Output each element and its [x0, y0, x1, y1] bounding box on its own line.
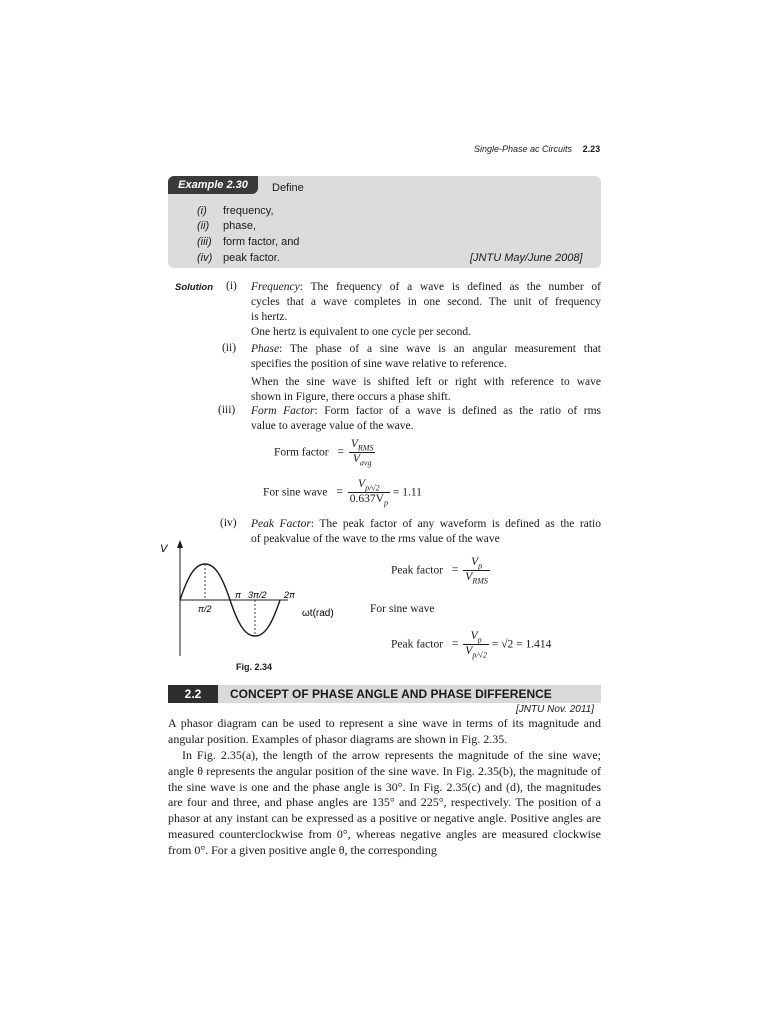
term-phase: Phase [251, 343, 280, 355]
example-tag: Example 2.30 [168, 176, 258, 194]
eq-numerator-sub: RMS [357, 443, 374, 453]
item-text: frequency, [223, 205, 274, 217]
def-line: shown in Figure, there occurs a phase shift. [251, 391, 451, 403]
eq-result: = √2 = 1.414 [491, 638, 552, 651]
item-num-ii: (ii) [222, 342, 237, 354]
eq-denominator: V [465, 645, 473, 658]
eq-denominator-sub: p [383, 498, 388, 508]
eq-label: For sine wave [263, 486, 328, 499]
def-line: of peakvalue of the wave to the rms value of the wave [251, 533, 500, 545]
example-item [197, 205, 274, 217]
eq-label: Form factor [274, 446, 329, 459]
form-factor-def [251, 404, 601, 434]
def-line: : Form factor of a wave is defined as the ratio of rms [314, 405, 601, 417]
def-line: specifies the position of sine wave relative to reference. [251, 358, 507, 370]
item-num-iv: (iv) [220, 517, 237, 529]
item-num-i: (i) [226, 280, 237, 292]
figure-caption: Fig. 2.34 [236, 662, 273, 672]
body-paragraph: In Fig. 2.35(a), the length of the arrow represents the magnitude of the sine wave; angle θ represents the angular position of the sine wave. In Fig. 2.35(b), the magnitude of the sine wave is one and the phase angle is 30°. In Fig. 2.35(c) and (d), the magnitudes are four and three, and phase angles are 135° and 225°, respectively. The position of a phasor at any instant can be expressed as a positive or negative angle. Positive angles are measured counterclockwise from 0°, whereas negative angles are measured clockwise from 0°. For a given positive angle θ, the corresponding [168, 748, 601, 857]
item-num: (ii) [197, 220, 210, 232]
peak-factor-equation: Peak factor = $\frac{V_p}{V_{RMS}}$ [391, 556, 488, 586]
eq-fraction [348, 478, 390, 508]
def-line: : The peak factor of any waveform is defined as the ratio [310, 518, 601, 530]
body-paragraph: A phasor diagram can be used to represent a sine wave in terms of its magnitude and angular position. Examples of phasor diagrams are shown in Fig. 2.35. [168, 716, 601, 746]
def-line: cycles that a wave completes in one second. The unit of frequency [251, 296, 601, 308]
term-form-factor: Form Factor [251, 405, 315, 417]
eq-numerator-sub: p [478, 561, 483, 571]
peak-factor-sine-equation: Peak factor = $\frac{V_p}{V_{p/√2}}$ = √2 = 1.414 [391, 630, 552, 660]
example-item [197, 220, 256, 232]
eq-label: Peak factor [391, 564, 444, 577]
form-factor-equation: Form factor = $\frac{V_{RMS}}{V_{avg}}$ [274, 438, 374, 468]
def-line: is hertz. [251, 311, 288, 323]
form-factor-sine-equation: For sine wave = $\frac{V_{p/√2}}{0.637V_p}$ = 1.11 [263, 478, 422, 508]
eq-numerator: V [350, 438, 358, 450]
eq-label: Peak factor [391, 638, 444, 651]
eq-denominator: V [465, 571, 473, 584]
eq-denominator-sub: avg [359, 458, 372, 468]
section-title: CONCEPT OF PHASE ANGLE AND PHASE DIFFERENCE [230, 687, 552, 701]
example-item [197, 252, 280, 264]
tick-pi-2: π/2 [198, 604, 212, 614]
peak-factor-sine-label: For sine wave [370, 603, 435, 615]
eq-numerator-sub: p [477, 635, 482, 645]
item-num: (iii) [197, 236, 212, 248]
eq-denominator-sub: RMS [472, 576, 488, 586]
def-line: One hertz is equivalent to one cycle per second. [251, 326, 472, 338]
item-text: phase, [223, 220, 257, 232]
section-number: 2.2 [168, 685, 218, 703]
item-text: peak factor. [223, 252, 280, 264]
eq-result: = 1.11 [392, 486, 422, 499]
example-prompt: Define [272, 182, 304, 194]
def-line: : The frequency of a wave is defined as the number of [299, 281, 601, 293]
eq-denominator: 0.637V [349, 493, 384, 506]
tick-pi: π [235, 590, 242, 600]
def-line: value to average value of the wave. [251, 420, 414, 432]
tick-2pi: 2π [284, 590, 296, 600]
eq-fraction [463, 630, 489, 660]
y-axis-arrow [177, 540, 183, 548]
solution-label: Solution [175, 282, 213, 293]
sine-wave-figure [160, 538, 360, 663]
eq-numerator: V [358, 478, 366, 490]
eq-numerator: V [471, 556, 479, 568]
eq-fraction [463, 556, 490, 586]
tick-3pi-2: 3π/2 [248, 590, 267, 600]
phase-def [251, 342, 601, 405]
running-title: Single-Phase ac Circuits [474, 144, 573, 154]
term-frequency: Frequency [251, 281, 300, 293]
def-line: : The phase of a sine wave is an angular measurement that [279, 343, 601, 355]
item-num: (i) [197, 205, 207, 217]
section-source: [JNTU Nov. 2011] [516, 704, 594, 715]
x-axis-label: ωt(rad) [302, 608, 334, 619]
eq-numerator: V [470, 630, 478, 642]
def-line: When the sine wave is shifted left or right with reference to wave [251, 376, 601, 388]
y-axis-label: V [160, 543, 168, 555]
item-text: form factor, and [223, 236, 300, 248]
eq-denominator: V [352, 453, 360, 466]
eq-fraction [349, 438, 376, 468]
item-num-iii: (iii) [218, 404, 236, 416]
eq-numerator-sub: p/√2 [365, 483, 380, 493]
frequency-def [251, 280, 601, 340]
running-head [474, 144, 600, 154]
example-item [197, 236, 299, 248]
term-peak-factor: Peak Factor [251, 518, 311, 530]
page-number: 2.23 [582, 144, 601, 154]
eq-denominator-sub: p/√2 [472, 650, 487, 660]
example-source: [JNTU May/June 2008] [470, 252, 583, 264]
item-num: (iv) [197, 252, 213, 264]
